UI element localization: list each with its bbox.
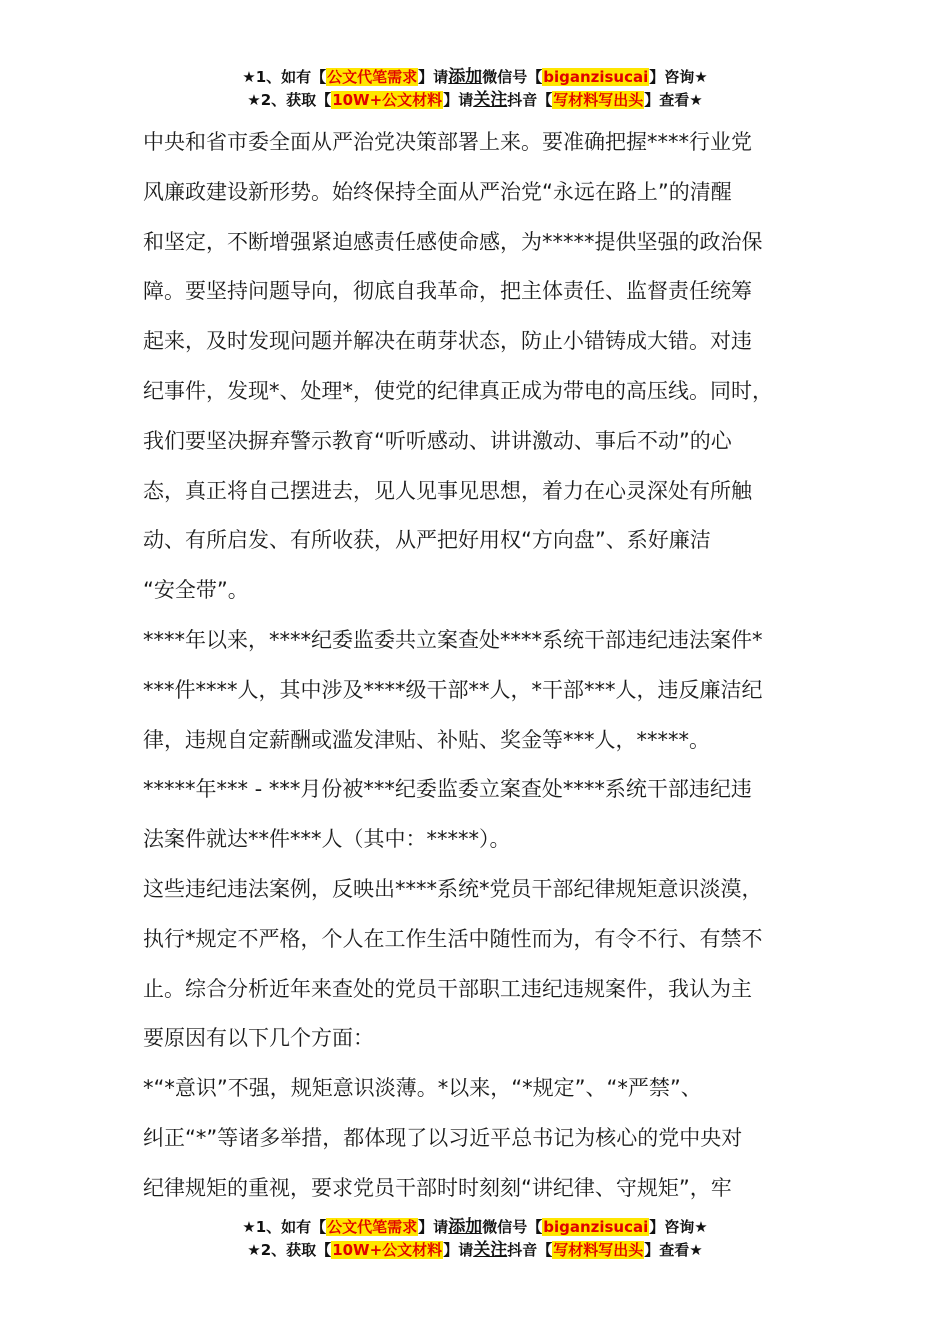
document-body bbox=[143, 118, 843, 1214]
body-line: ***件****人，其中涉及****级干部**人，*干部***人，违反廉洁纪 bbox=[143, 677, 763, 702]
body-line: 纪律规矩的重视，要求党员干部时时刻刻“讲纪律、守规矩”，牢 bbox=[143, 1175, 732, 1200]
header-line-2-suffix: 】查看★ bbox=[644, 91, 703, 109]
header-banner bbox=[0, 66, 950, 112]
body-line: 我们要坚决摒弃警示教育“听听感动、讲讲激动、事后不动”的心 bbox=[143, 428, 732, 453]
footer-line-1-text-2: 微信号【 bbox=[482, 1218, 543, 1236]
body-line: “安全带”。 bbox=[143, 578, 249, 603]
footer-line-1-emphasis: 添加 bbox=[448, 1217, 483, 1237]
footer-line-2-text: 】请 bbox=[443, 1241, 474, 1259]
body-line: 障。要坚持问题导向，彻底自我革命，把主体责任、监督责任统筹 bbox=[143, 279, 752, 304]
header-line-1-highlight-wechat: biganzisucai bbox=[543, 68, 649, 86]
footer-line-2-prefix: ★2、获取【 bbox=[247, 1241, 332, 1259]
header-line-2-highlight-douyin: 写材料写出头 bbox=[553, 91, 644, 109]
body-line: 风廉政建设新形势。始终保持全面从严治党“永远在路上”的清醒 bbox=[143, 179, 732, 204]
footer-line-1 bbox=[0, 1216, 950, 1239]
body-line: 动、有所启发、有所收获，从严把好用权“方向盘”、系好廉洁 bbox=[143, 528, 711, 553]
footer-line-2-highlight-materials: 10W+公文材料 bbox=[332, 1241, 443, 1259]
footer-line-1-suffix: 】咨询★ bbox=[649, 1218, 708, 1236]
footer-line-1-highlight-wechat: biganzisucai bbox=[543, 1218, 649, 1236]
header-line-2 bbox=[0, 89, 950, 112]
body-line: 中央和省市委全面从严治党决策部署上来。要准确把握****行业党 bbox=[143, 130, 752, 154]
header-line-2-text-2: 抖音【 bbox=[507, 91, 553, 109]
header-line-1-suffix: 】咨询★ bbox=[649, 68, 708, 86]
header-line-1-prefix: ★1、如有【 bbox=[242, 68, 327, 86]
body-line: *“*意识”不强，规矩意识淡薄。*以来，“*规定”、“*严禁”、 bbox=[143, 1076, 702, 1101]
footer-line-2-emphasis: 关注 bbox=[473, 1240, 508, 1260]
footer-line-1-prefix: ★1、如有【 bbox=[242, 1218, 327, 1236]
footer-line-1-text: 】请 bbox=[418, 1218, 449, 1236]
header-line-1-emphasis: 添加 bbox=[448, 67, 483, 87]
header-line-2-text: 】请 bbox=[443, 91, 474, 109]
body-line: 这些违纪违法案例，反映出****系统*党员干部纪律规矩意识淡漠， bbox=[143, 876, 763, 901]
footer-line-1-highlight-service: 公文代笔需求 bbox=[327, 1218, 418, 1236]
body-line: *****年*** - ***月份被***纪委监委立案查处****系统干部违纪违 bbox=[143, 777, 752, 802]
body-line: 执行*规定不严格，个人在工作生活中随性而为，有令不行、有禁不 bbox=[143, 926, 763, 951]
body-line: 和坚定，不断增强紧迫感责任感使命感，为*****提供坚强的政治保 bbox=[143, 229, 763, 254]
footer-line-2-highlight-douyin: 写材料写出头 bbox=[553, 1241, 644, 1259]
body-line: 纪事件，发现*、处理*，使党的纪律真正成为带电的高压线。同时， bbox=[143, 378, 773, 403]
footer-line-2 bbox=[0, 1239, 950, 1262]
header-line-1-highlight-service: 公文代笔需求 bbox=[327, 68, 418, 86]
footer-line-2-text-2: 抖音【 bbox=[507, 1241, 553, 1259]
header-line-2-emphasis: 关注 bbox=[473, 90, 508, 110]
header-line-2-highlight-materials: 10W+公文材料 bbox=[332, 91, 443, 109]
body-line: 起来，及时发现问题并解决在萌芽状态，防止小错铸成大错。对违 bbox=[143, 329, 752, 354]
body-line: 法案件就达**件***人（其中：*****）。 bbox=[143, 827, 511, 852]
body-line: 律，违规自定薪酬或滥发津贴、补贴、奖金等***人，*****。 bbox=[143, 727, 710, 752]
footer-line-2-suffix: 】查看★ bbox=[644, 1241, 703, 1259]
header-line-1-text-2: 微信号【 bbox=[482, 68, 543, 86]
body-line: 止。综合分析近年来查处的党员干部职工违纪违规案件，我认为主 bbox=[143, 976, 752, 1001]
footer-banner bbox=[0, 1216, 950, 1262]
header-line-1-text: 】请 bbox=[418, 68, 449, 86]
body-line: ****年以来，****纪委监委共立案查处****系统干部违纪违法案件* bbox=[143, 627, 763, 652]
body-line: 纠正“*”等诸多举措，都体现了以习近平总书记为核心的党中央对 bbox=[143, 1125, 743, 1150]
header-line-2-prefix: ★2、获取【 bbox=[247, 91, 332, 109]
header-line-1 bbox=[0, 66, 950, 89]
body-line: 态，真正将自己摆进去，见人见事见思想，着力在心灵深处有所触 bbox=[143, 478, 752, 503]
body-line: 要原因有以下几个方面： bbox=[143, 1026, 374, 1051]
